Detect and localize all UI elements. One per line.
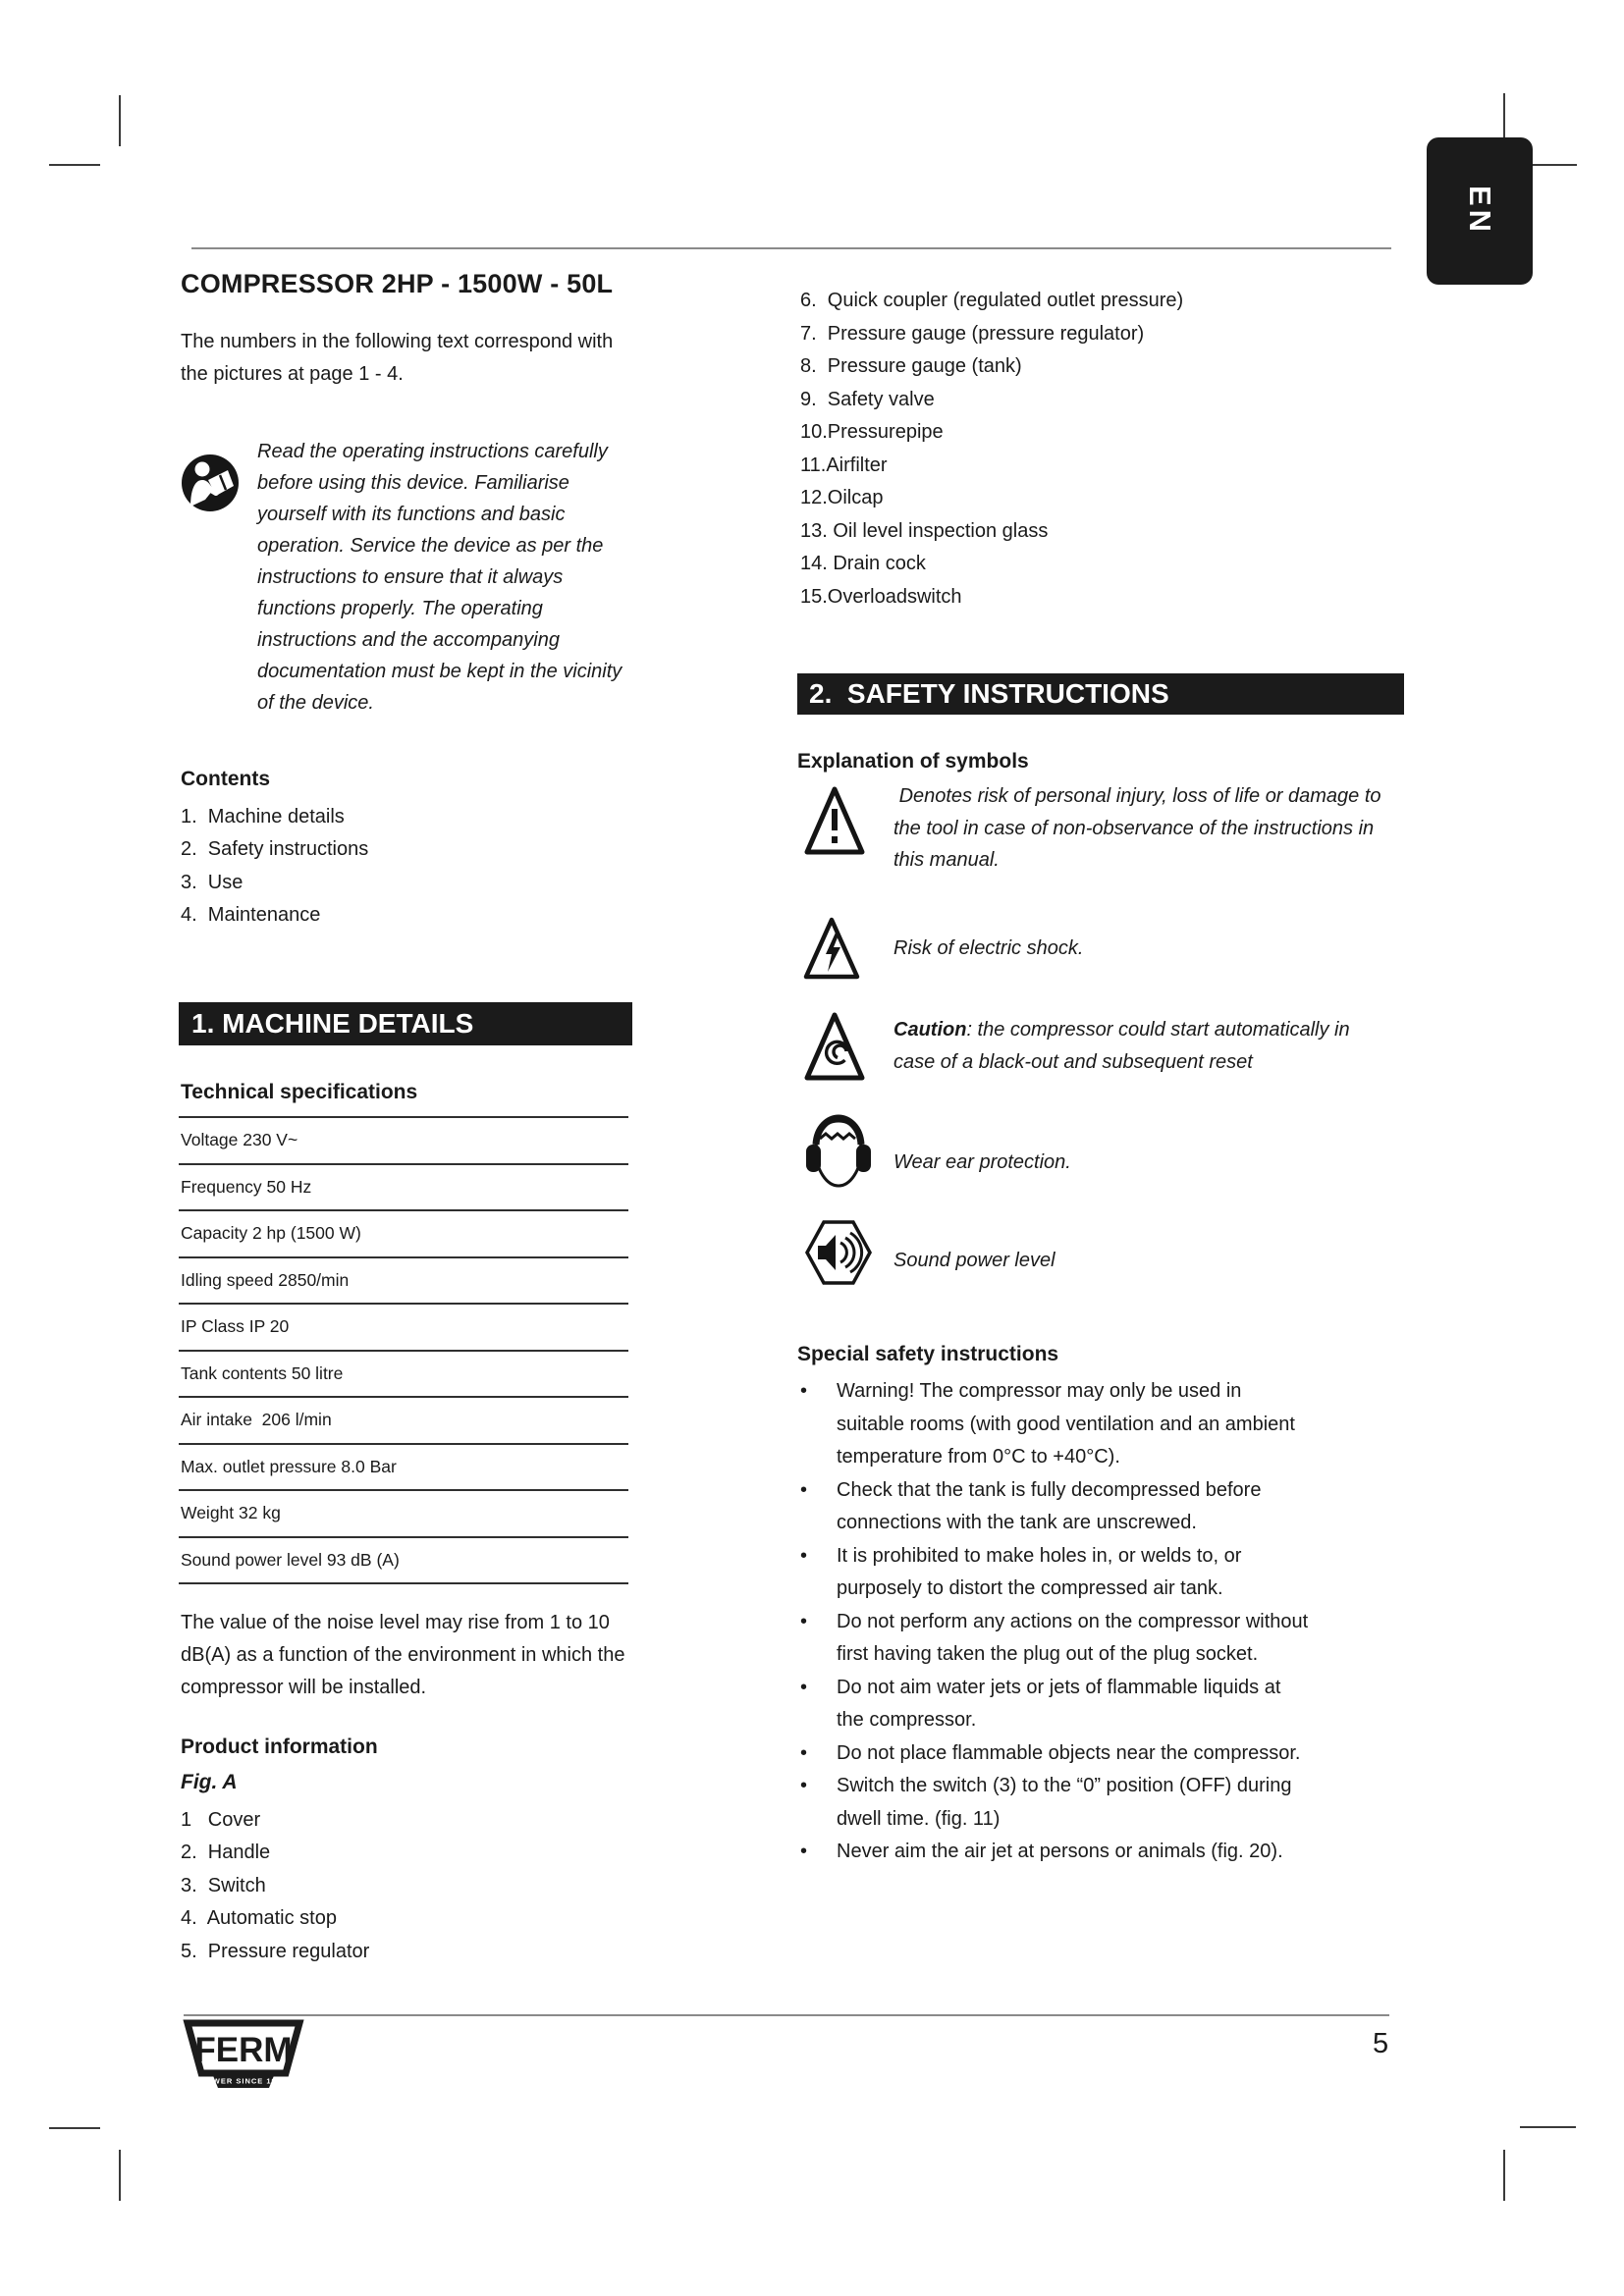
- spec-row: Weight 32 kg: [179, 1491, 628, 1538]
- safety-bullet: • Never aim the air jet at persons or animals (fig. 20).: [800, 1836, 1309, 1869]
- language-tab-label: EN: [1463, 186, 1497, 237]
- bullet-dot: •: [800, 1775, 808, 1796]
- figure-part-item: 3. Switch: [181, 1874, 266, 1896]
- parts-item: 6. Quick coupler (regulated outlet pressure): [800, 290, 1184, 311]
- language-tab: [1427, 137, 1533, 285]
- symbol-ear-text: Wear ear protection.: [893, 1151, 1071, 1173]
- bullet-dot: •: [800, 1676, 808, 1698]
- electric-shock-icon: [803, 915, 860, 982]
- spec-row: Air intake 206 l/min: [179, 1398, 628, 1445]
- bullet-dot: •: [800, 1380, 808, 1402]
- parts-item: 10.Pressurepipe: [800, 421, 944, 443]
- spec-row: Frequency 50 Hz: [179, 1165, 628, 1212]
- spec-row: Idling speed 2850/min: [179, 1258, 628, 1306]
- parts-item: 12.Oilcap: [800, 487, 884, 508]
- parts-item: 11.Airfilter: [800, 454, 888, 476]
- noise-note: The value of the noise level may rise from 1 to 10 dB(A) as a function of the environment in which the compressor will be installed.: [181, 1612, 625, 1698]
- parts-item: 7. Pressure gauge (pressure regulator): [800, 322, 1145, 345]
- safety-bullet: • It is prohibited to make holes in, or welds to, or purposely to distort the compressed air tank.: [800, 1540, 1309, 1606]
- figure-part-item: 4. Automatic stop: [181, 1907, 337, 1930]
- crop-mark: [49, 164, 100, 166]
- safety-bullet: • Switch the switch (3) to the “0” position (OFF) during dwell time. (fig. 11): [800, 1770, 1309, 1836]
- parts-item: 14. Drain cock: [800, 553, 926, 574]
- symbol-shock-text: Risk of electric shock.: [893, 937, 1084, 959]
- caution-word: Caution: [893, 1019, 967, 1041]
- read-manual-icon: [181, 454, 240, 512]
- intro-paragraph: The numbers in the following text correspond with the pictures at page 1 - 4.: [181, 331, 614, 385]
- symbol-caution-text: [893, 1014, 1392, 1078]
- figure-part-item: 2. Handle: [181, 1842, 271, 1864]
- safety-bullet-list: [800, 1375, 1309, 1869]
- bullet-dot: •: [800, 1478, 808, 1501]
- warning-triangle-icon: [803, 783, 866, 858]
- spec-row: Voltage 230 V~: [179, 1118, 628, 1165]
- bullet-dot: •: [800, 1544, 808, 1567]
- read-manual-notice: Read the operating instructions carefully before using this device. Familiarise yourself with its functions and basic operation. Service the device as per the instructions to ensure that it always functions properly. The operating instructions and the accompanying documentation must be kept in the vicinity of the device.: [257, 441, 623, 714]
- contents-heading: Contents: [181, 768, 270, 790]
- safety-bullet: • Do not perform any actions on the compressor without first having taken the plug out of the plug socket.: [800, 1606, 1309, 1672]
- section1-header: 1. MACHINE DETAILS: [179, 1002, 632, 1045]
- safety-bullet: • Warning! The compressor may only be used in suitable rooms (with good ventilation and an ambient temperature from 0°C to +40°C).: [800, 1375, 1309, 1474]
- ferm-logo-text: FERM: [194, 2031, 293, 2069]
- parts-item: 9. Safety valve: [800, 388, 935, 410]
- contents-list: [181, 801, 632, 933]
- crop-mark: [1520, 2126, 1576, 2128]
- special-safety-heading: Special safety instructions: [797, 1343, 1059, 1365]
- contents-item: 2. Safety instructions: [181, 838, 369, 861]
- contents-item: 1. Machine details: [181, 806, 345, 828]
- crop-mark: [119, 2150, 121, 2201]
- bullet-dot: •: [800, 1610, 808, 1632]
- spec-row: Capacity 2 hp (1500 W): [179, 1211, 628, 1258]
- spec-row: Max. outlet pressure 8.0 Bar: [179, 1445, 628, 1492]
- product-info-heading: Product information: [181, 1735, 378, 1758]
- sound-power-icon: [803, 1213, 874, 1292]
- ferm-logo-tagline: POWER SINCE 1965: [199, 2076, 288, 2086]
- bullet-dot: •: [800, 1841, 808, 1862]
- footer-rule: [184, 2014, 1389, 2016]
- tech-specs-heading: Technical specifications: [181, 1081, 418, 1103]
- parts-list: [800, 285, 1404, 614]
- safety-bullet: • Do not place flammable objects near the compressor.: [800, 1737, 1309, 1771]
- contents-item: 4. Maintenance: [181, 904, 321, 927]
- crop-mark: [49, 2127, 100, 2129]
- parts-item: 15.Overloadswitch: [800, 585, 962, 608]
- figure-part-item: 1 Cover: [181, 1809, 261, 1831]
- page-title: COMPRESSOR 2HP - 1500W - 50L: [181, 269, 614, 298]
- safety-bullet: • Do not aim water jets or jets of flammable liquids at the compressor.: [800, 1672, 1309, 1737]
- header-rule: [191, 247, 1391, 249]
- figure-part-item: 5. Pressure regulator: [181, 1940, 370, 1962]
- safety-bullet: • Check that the tank is fully decompressed before connections with the tank are unscrewed.: [800, 1474, 1309, 1540]
- parts-item: 13. Oil level inspection glass: [800, 519, 1049, 542]
- symbol-sound-text: Sound power level: [893, 1250, 1056, 1271]
- section2-header: 2. SAFETY INSTRUCTIONS: [797, 673, 1404, 715]
- contents-item: 3. Use: [181, 871, 244, 893]
- parts-item: 8. Pressure gauge (tank): [800, 355, 1022, 377]
- auto-start-icon: [803, 1009, 866, 1084]
- spec-row: Sound power level 93 dB (A): [179, 1538, 628, 1585]
- tech-specs-table: [179, 1116, 628, 1584]
- crop-mark: [1503, 2150, 1505, 2201]
- bullet-dot: •: [800, 1741, 808, 1764]
- figure-label: Fig. A: [181, 1771, 238, 1793]
- figure-parts-list: [181, 1804, 632, 1968]
- spec-row: IP Class IP 20: [179, 1305, 628, 1352]
- page-number: 5: [1373, 2028, 1389, 2059]
- crop-mark: [119, 95, 121, 146]
- symbol-warning-text: Denotes risk of personal injury, loss of life or damage to the tool in case of non-observance of the instructions in this manual.: [893, 785, 1387, 871]
- symbols-heading: Explanation of symbols: [797, 750, 1029, 773]
- caution-rest: : the compressor could start automatically in case of a black-out and subsequent reset: [893, 1019, 1350, 1073]
- ear-protection-icon: [803, 1113, 874, 1194]
- ferm-logo: [181, 2019, 306, 2096]
- spec-row: Tank contents 50 litre: [179, 1352, 628, 1399]
